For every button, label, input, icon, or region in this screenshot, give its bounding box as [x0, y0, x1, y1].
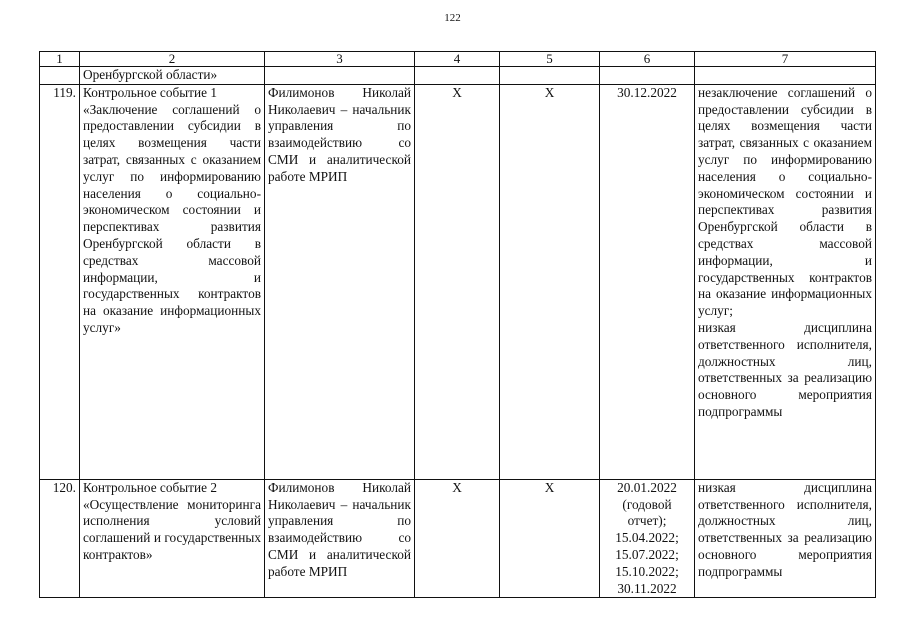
column-number: 6 — [600, 52, 695, 67]
date-cell: 20.01.2022 (годовой отчет); 15.04.2022; 15.07.2022; 15.10.2022; 30.11.2022 — [600, 479, 695, 598]
responsible-cell: Филимонов Николай Николаевич – начальник управления по взаимодействию со СМИ и аналитической работе МРИП — [265, 84, 415, 479]
control-events-table — [39, 51, 876, 598]
column-number: 2 — [80, 52, 265, 67]
carryover-row — [40, 67, 876, 85]
page-number: 122 — [444, 12, 461, 24]
row-number: 120. — [40, 479, 80, 598]
carryover-text: Оренбургской области» — [80, 67, 265, 85]
table-row — [40, 84, 876, 479]
column-4-cell: X — [415, 479, 500, 598]
column-number: 3 — [265, 52, 415, 67]
column-number-row — [40, 52, 876, 67]
column-number: 4 — [415, 52, 500, 67]
column-4-cell: X — [415, 84, 500, 479]
event-cell: Контрольное событие 1 «Заключение соглашений о предоставлении субсидии в целях возмещения части затрат, связанных с оказанием услуг по информированию населения о социально-экономическом состоянии и перспективах развития Оренбургской области в средствах массовой информации, и государственных контрактов на оказание информационных услуг» — [80, 84, 265, 479]
date-cell: 30.12.2022 — [600, 84, 695, 479]
risk-cell: низкая дисциплина ответственного исполнителя, должностных лиц, ответственных за реализацию основного мероприятия подпрограммы — [695, 479, 876, 598]
column-number: 7 — [695, 52, 876, 67]
row-number: 119. — [40, 84, 80, 479]
column-number: 5 — [500, 52, 600, 67]
responsible-cell: Филимонов Николай Николаевич – начальник управления по взаимодействию со СМИ и аналитической работе МРИП — [265, 479, 415, 598]
column-5-cell: X — [500, 479, 600, 598]
event-cell: Контрольное событие 2 «Осуществление мониторинга исполнения условий соглашений и государственных контрактов» — [80, 479, 265, 598]
risk-cell: незаключение соглашений о предоставлении субсидии в целях возмещения части затрат, связанных с оказанием услуг по информированию населения о социально-экономическом состоянии и перспективах развития Оренбургской области в средствах массовой информации, и государственных контрактов на оказание информационных услуг; низкая дисциплина ответственного исполнителя, должностных лиц, ответственных за реализацию основного мероприятия подпрограммы — [695, 84, 876, 479]
column-5-cell: X — [500, 84, 600, 479]
table-row — [40, 479, 876, 598]
column-number: 1 — [40, 52, 80, 67]
